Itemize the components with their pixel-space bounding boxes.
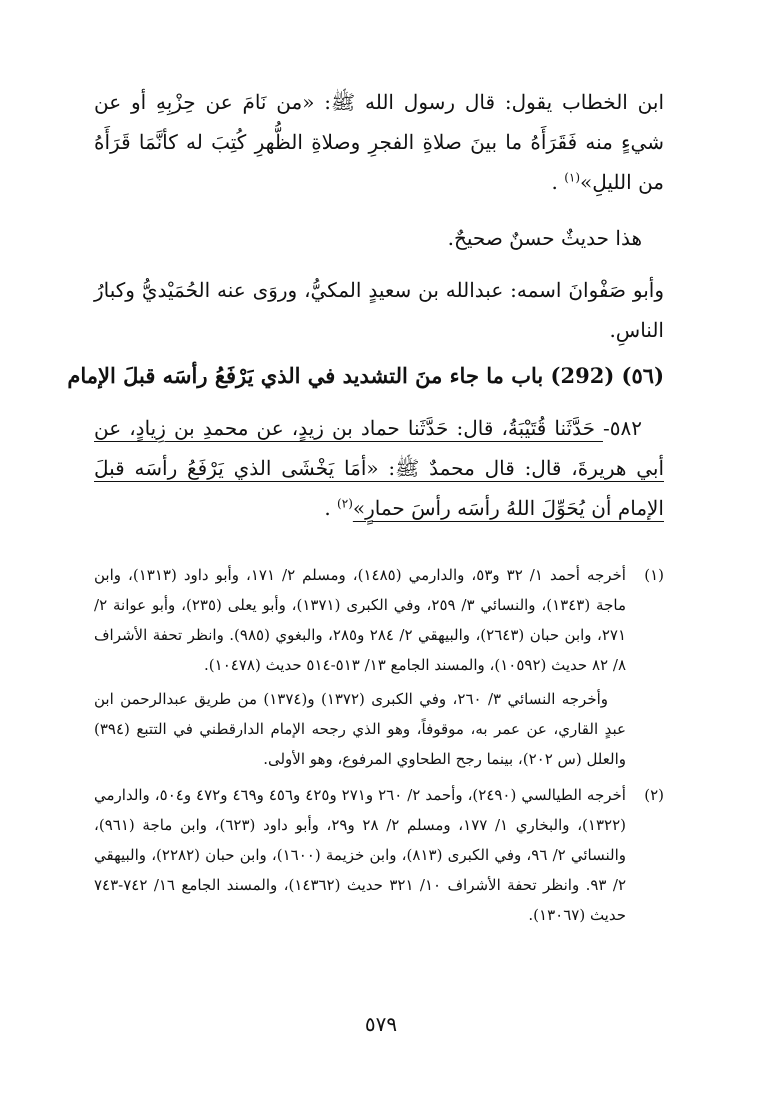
footnote-reference-2[interactable]: (٢) — [337, 496, 353, 511]
hadith-paragraph — [94, 408, 664, 528]
footnotes-section — [94, 560, 664, 934]
paragraph-end: . — [551, 170, 565, 194]
paragraph-text: وأبو صَفْوانَ اسمه: عبدالله بن سعيدٍ المكيُّ، وروَى عنه الحُمَيْديُّ وكبارُ الناسِ. — [94, 278, 664, 342]
chapter-heading: (٥٦) (292) باب ما جاء منَ التشديد في الذي يَرْفَعُ رأسَه قبلَ الإمام — [67, 363, 664, 388]
footnote-marker: (١) — [644, 566, 664, 584]
grading-paragraph — [94, 218, 642, 258]
hadith-text: حَدَّثَنا قُتَيْبَةُ، قال: حَدَّثَنا حماد بن زيدٍ، عن محمدِ بن زِيادٍ، عن أبي هريرةَ، قال: قال محمدٌ ﷺ: «أمَا يَخْشَى الذي يَرْفَعُ رأسَه قبلَ الإمام أن يُحَوِّلَ اللهُ رأسَه رأسَ حمارٍ» — [94, 416, 664, 520]
footnote-continuation: وأخرجه النسائي ٣/ ٢٦٠، وفي الكبرى (١٣٧٢) و(١٣٧٤) من طريق عبدالرحمن ابن عبدٍ القاري، عن عمر به، موقوفاً، وهو الذي رجحه الإمام الدارقطني في التتبع (٣٩٤) والعلل (س ٢٠٢)، بينما رجح الطحاوي المرفوع، وهو الأولى. — [94, 690, 626, 768]
paragraph-text: هذا حديثٌ حسنٌ صحيحٌ. — [447, 226, 642, 250]
footnote-reference-1[interactable]: (١) — [564, 170, 581, 185]
narrator-note-paragraph — [94, 270, 664, 350]
hadith-continuation-paragraph — [94, 82, 664, 202]
paragraph-text: ابن الخطاب يقول: قال رسول الله ﷺ: «من نَامَ عن حِزْبِهِ أو عن شيءٍ منه فَقَرَأَهُ ما بينَ صلاةِ الفجرِ وصلاةِ الظُّهرِ كُتِبَ له كأنَّمَا قَرَأَهُ من الليلِ» — [94, 90, 664, 194]
footnote-marker: (٢) — [644, 786, 664, 804]
hadith-number: ٥٨٢- — [603, 416, 642, 440]
hadith-end: . — [324, 496, 338, 520]
page-number: ٥٧٩ — [364, 1012, 398, 1036]
footnote-text: أخرجه الطيالسي (٢٤٩٠)، وأحمد ٢/ ٢٦٠ و٢٧١ و٤٢٥ و٤٥٦ و٤٦٩ و٤٧٢ و٥٠٤، والدارمي (١٣٢٢)، والبخاري ١/ ١٧٧، ومسلم ٢/ ٢٨ و٢٩، وأبو داود (٦٢٣)، وابن ماجة (٩٦١)، والنسائي ٢/ ٩٦، وفي الكبرى (٨١٣)، وابن خزيمة (١٦٠٠)، وابن حبان (٢٢٨٢)، والبيهقي ٢/ ٩٣. وانظر تحفة الأشراف ١٠/ ٣٢١ حديث (١٤٣٦٢)، والمسند الجامع ١٦/ ٧٤٢-٧٤٣ حديث (١٣٠٦٧). — [94, 786, 627, 924]
footnote-item — [94, 560, 664, 680]
footnote-text: أخرجه أحمد ١/ ٣٢ و٥٣، والدارمي (١٤٨٥)، ومسلم ٢/ ١٧١، وأبو داود (١٣١٣)، وابن ماجة (١٣٤٣)، والنسائي ٣/ ٢٥٩، وفي الكبرى (١٣٧١)، وأبو يعلى (٢٣٥)، وأبو عوانة ٢/ ٢٧١، وابن حبان (٢٦٤٣)، والبيهقي ٢/ ٢٨٤ و٢٨٥، والبغوي (٩٨٥). وانظر تحفة الأشراف ٨/ ٨٢ حديث (١٠٥٩٢)، والمسند الجامع ١٣/ ٥١٣-٥١٤ حديث (١٠٤٧٨). — [94, 566, 627, 674]
footnote-item — [94, 780, 664, 930]
